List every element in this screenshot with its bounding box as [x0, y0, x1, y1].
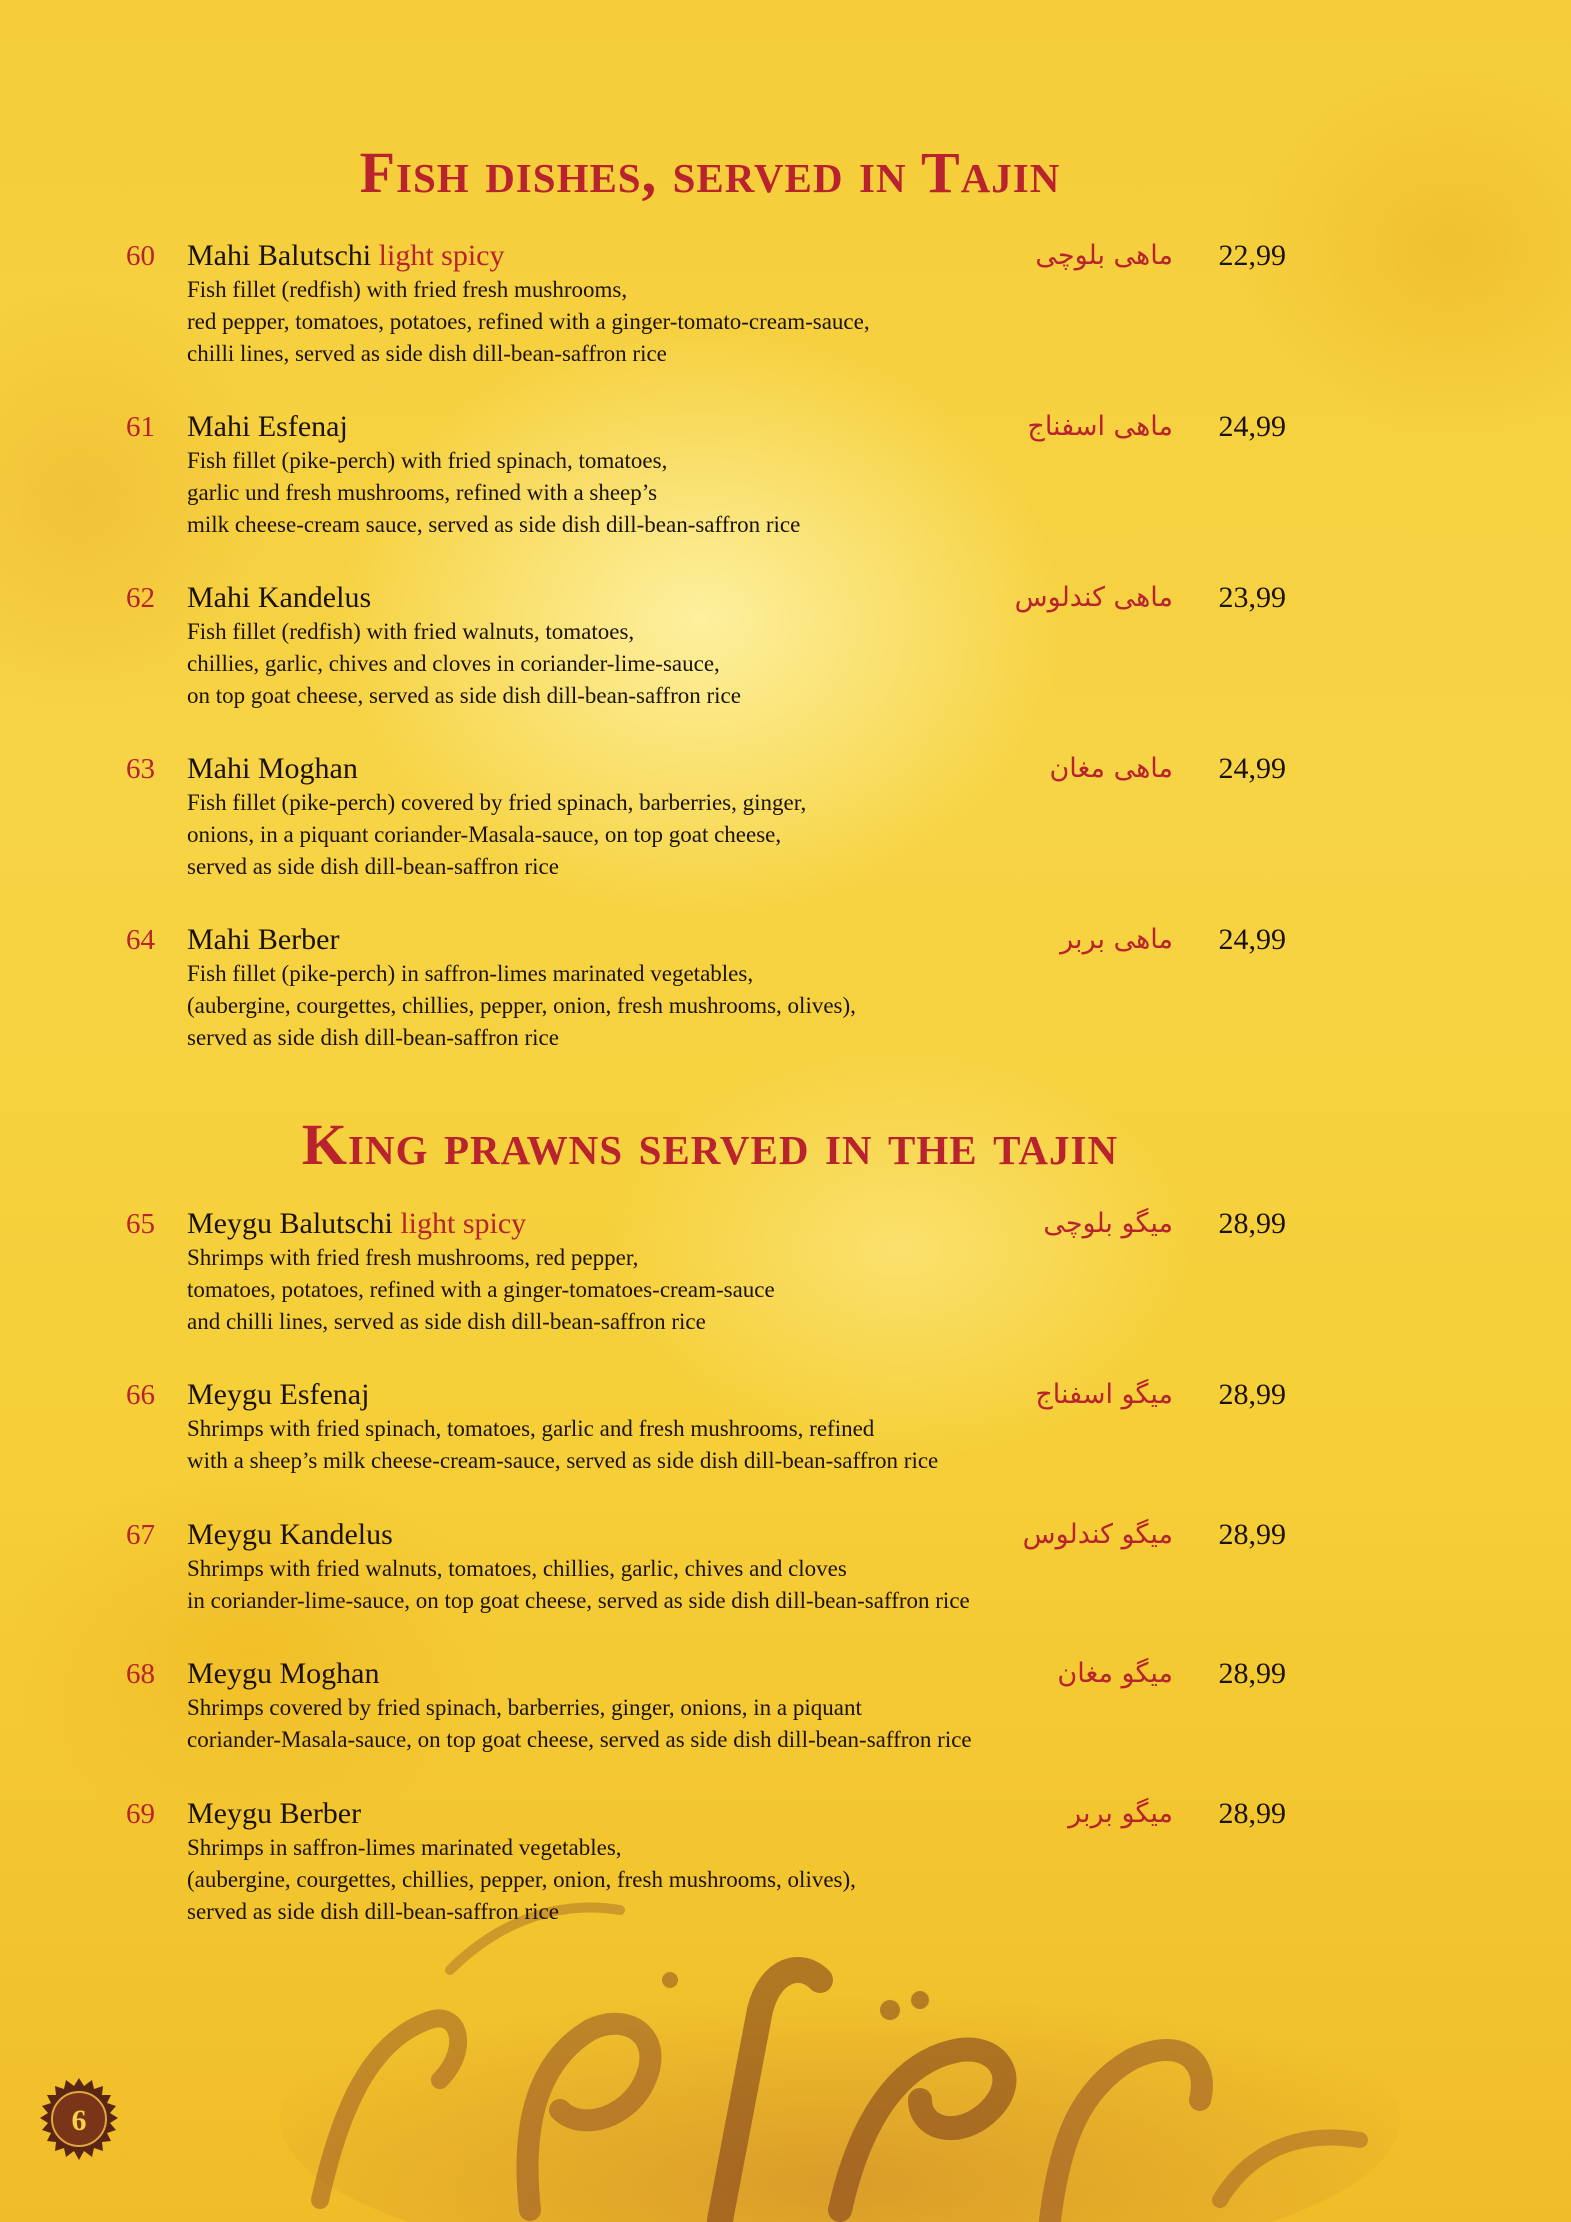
description-line: Fish fillet (redfish) with fried walnuts, tomatoes,	[187, 619, 635, 644]
description-line: Fish fillet (pike-perch) with fried spinach, tomatoes,	[187, 448, 668, 473]
dish-price: 28,99	[1218, 1378, 1286, 1411]
dish-price: 24,99	[1218, 752, 1286, 785]
description-line: red pepper, tomatoes, potatoes, refined with a ginger-tomato-cream-sauce,	[187, 309, 870, 334]
dish-name: Meygu Berber	[187, 1797, 362, 1830]
description-line: Shrimps with fried fresh mushrooms, red pepper,	[187, 1245, 639, 1270]
description-line: Fish fillet (pike-perch) covered by fried spinach, barberries, ginger,	[187, 790, 807, 815]
description-line: (aubergine, courgettes, chillies, pepper, onion, fresh mushrooms, olives),	[187, 993, 856, 1018]
description-line: tomatoes, potatoes, refined with a ginger-tomatoes-cream-sauce	[187, 1277, 775, 1302]
dish-farsi-name: میگو کندلوس	[1022, 1519, 1173, 1550]
page-number: 6	[71, 2104, 87, 2137]
dish-description	[187, 787, 1267, 883]
dish-price: 28,99	[1218, 1797, 1286, 1830]
dish-name: Mahi Moghan	[187, 752, 358, 785]
dish-name: Mahi Esfenaj	[187, 410, 348, 443]
spicy-tag: light spicy	[378, 239, 505, 272]
dish-description	[187, 958, 1267, 1054]
dish-price: 24,99	[1218, 923, 1286, 956]
dish-description	[187, 1242, 1267, 1338]
dish-number: 62	[126, 582, 155, 614]
description-line: Shrimps with fried spinach, tomatoes, garlic and fresh mushrooms, refined	[187, 1416, 875, 1441]
dish-farsi-name: میگو بربر	[1068, 1798, 1173, 1829]
description-line: on top goat cheese, served as side dish dill-bean-saffron rice	[187, 683, 741, 708]
dish-price: 24,99	[1218, 410, 1286, 443]
dish-number: 60	[126, 240, 155, 272]
dish-number: 67	[126, 1519, 155, 1551]
dish-price: 28,99	[1218, 1207, 1286, 1240]
dish-farsi-name: میگو مغان	[1057, 1658, 1173, 1689]
dish-description	[187, 1553, 1267, 1617]
dish-price: 22,99	[1218, 239, 1286, 272]
description-line: coriander-Masala-sauce, on top goat cheese, served as side dish dill-bean-saffron rice	[187, 1727, 972, 1752]
description-line: garlic und fresh mushrooms, refined with a sheep’s	[187, 480, 658, 505]
dish-name: Meygu Kandelus	[187, 1518, 393, 1551]
dish-number: 68	[126, 1658, 155, 1690]
dish-description	[187, 445, 1267, 541]
section-title-prawns: King prawns served in the tajin	[301, 1112, 1119, 1177]
description-line: served as side dish dill-bean-saffron rice	[187, 1899, 559, 1924]
dish-description	[187, 1692, 1267, 1756]
dish-farsi-name: ماهی اسفناج	[1027, 411, 1173, 442]
dish-number: 61	[126, 411, 155, 443]
description-line: in coriander-lime-sauce, on top goat cheese, served as side dish dill-bean-saffron rice	[187, 1588, 970, 1613]
dish-name: Meygu Balutschi	[187, 1207, 393, 1240]
dish-description	[187, 1832, 1267, 1928]
dish-farsi-name: ماهی بربر	[1060, 924, 1173, 955]
dish-name: Mahi Kandelus	[187, 581, 372, 614]
description-line: Shrimps covered by fried spinach, barberries, ginger, onions, in a piquant	[187, 1695, 862, 1720]
dish-description	[187, 274, 1267, 370]
description-line: milk cheese-cream sauce, served as side dish dill-bean-saffron rice	[187, 512, 801, 537]
description-line: Shrimps in saffron-limes marinated vegetables,	[187, 1835, 622, 1860]
description-line: Fish fillet (pike-perch) in saffron-limes marinated vegetables,	[187, 961, 754, 986]
dish-number: 65	[126, 1208, 155, 1240]
dish-farsi-name: ماهی بلوچی	[1035, 240, 1173, 271]
dish-number: 69	[126, 1798, 155, 1830]
description-line: Fish fillet (redfish) with fried fresh mushrooms,	[187, 277, 628, 302]
dish-farsi-name: میگو بلوچی	[1043, 1208, 1173, 1239]
dish-number: 64	[126, 924, 155, 956]
spicy-tag: light spicy	[400, 1207, 527, 1240]
dish-name: Meygu Moghan	[187, 1657, 380, 1690]
description-line: served as side dish dill-bean-saffron rice	[187, 1025, 559, 1050]
dish-name: Mahi Balutschi	[187, 239, 372, 272]
dish-name: Meygu Esfenaj	[187, 1378, 370, 1411]
dish-number: 63	[126, 753, 155, 785]
description-line: chillies, garlic, chives and cloves in coriander-lime-sauce,	[187, 651, 720, 676]
dish-name: Mahi Berber	[187, 923, 340, 956]
dish-number: 66	[126, 1379, 155, 1411]
dish-farsi-name: میگو اسفناج	[1035, 1379, 1173, 1410]
description-line: (aubergine, courgettes, chillies, pepper, onion, fresh mushrooms, olives),	[187, 1867, 856, 1892]
description-line: Shrimps with fried walnuts, tomatoes, chillies, garlic, chives and cloves	[187, 1556, 847, 1581]
section-title-fish: Fish dishes, served in Tajin	[359, 140, 1061, 205]
dish-description	[187, 616, 1267, 712]
dish-description	[187, 1413, 1267, 1477]
dish-price: 23,99	[1218, 581, 1286, 614]
description-line: served as side dish dill-bean-saffron rice	[187, 854, 559, 879]
description-line: onions, in a piquant coriander-Masala-sauce, on top goat cheese,	[187, 822, 782, 847]
dish-price: 28,99	[1218, 1657, 1286, 1690]
dish-price: 28,99	[1218, 1518, 1286, 1551]
dish-farsi-name: ماهی کندلوس	[1014, 582, 1173, 613]
dish-farsi-name: ماهی مغان	[1049, 753, 1173, 784]
description-line: chilli lines, served as side dish dill-bean-saffron rice	[187, 341, 667, 366]
description-line: with a sheep’s milk cheese-cream-sauce, served as side dish dill-bean-saffron rice	[187, 1448, 939, 1473]
description-line: and chilli lines, served as side dish dill-bean-saffron rice	[187, 1309, 706, 1334]
